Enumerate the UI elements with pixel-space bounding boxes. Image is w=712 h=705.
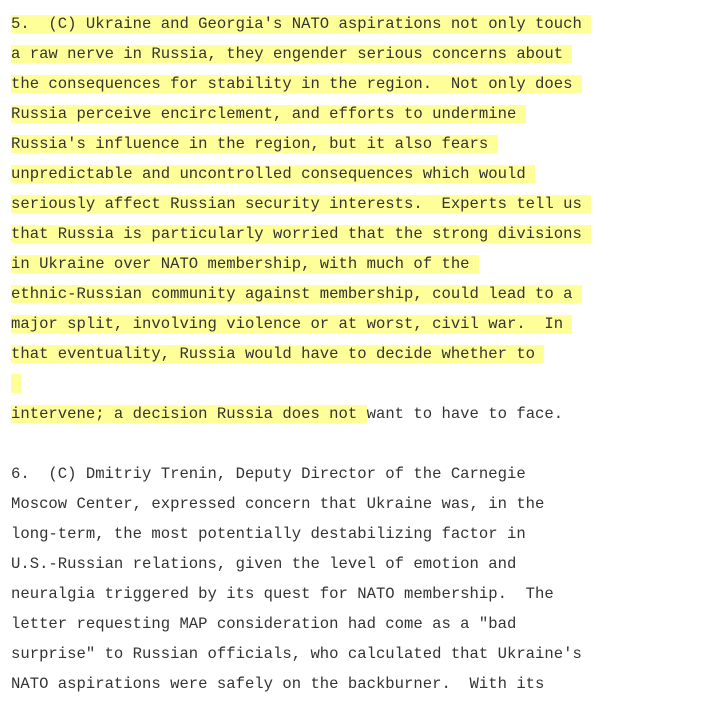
- highlight-mark: [11, 374, 21, 393]
- highlighted-text: the consequences for stability in the region. Not only does: [11, 75, 582, 93]
- text-line: Moscow Center, expressed concern that Ukraine was, in the: [11, 495, 545, 513]
- text-line: 6. (C) Dmitriy Trenin, Deputy Director of the Carnegie: [11, 465, 526, 483]
- text-line: [11, 219, 706, 249]
- text-line: [11, 189, 706, 219]
- paragraph-spacer: [11, 429, 706, 459]
- blank-highlighted-line: [11, 369, 706, 399]
- highlighted-text: unpredictable and uncontrolled consequences which would: [11, 165, 536, 183]
- highlighted-text: a raw nerve in Russia, they engender serious concerns about: [11, 45, 573, 63]
- text-line: NATO aspirations were safely on the backburner. With its: [11, 675, 545, 693]
- text-line: [11, 279, 706, 309]
- text-line: letter requesting MAP consideration had come as a "bad: [11, 615, 517, 633]
- highlighted-text: intervene; a decision Russia does not: [11, 405, 367, 423]
- highlighted-text: 5. (C) Ukraine and Georgia's NATO aspirations not only touch: [11, 15, 592, 33]
- text-line: [11, 159, 706, 189]
- text-line: long-term, the most potentially destabilizing factor in: [11, 525, 526, 543]
- text-line: surprise" to Russian officials, who calculated that Ukraine's: [11, 645, 582, 663]
- text-line: [11, 9, 706, 39]
- paragraph-5: [11, 9, 706, 429]
- document-body: [11, 9, 706, 699]
- highlighted-text: that Russia is particularly worried that the strong divisions: [11, 225, 592, 243]
- text-line: [11, 309, 706, 339]
- text-line: [11, 69, 706, 99]
- text-line: [11, 39, 706, 69]
- text-line: [11, 129, 706, 159]
- paragraph-6: [11, 459, 706, 699]
- text-line: U.S.-Russian relations, given the level of emotion and: [11, 555, 517, 573]
- highlighted-text: in Ukraine over NATO membership, with much of the: [11, 255, 479, 273]
- plain-text: want to have to face.: [366, 405, 564, 423]
- highlighted-text: Russia's influence in the region, but it also fears: [11, 135, 498, 153]
- highlighted-text: Russia perceive encirclement, and efforts to undermine: [11, 105, 526, 123]
- text-line: [11, 399, 706, 429]
- highlighted-text: ethnic-Russian community against membership, could lead to a: [11, 285, 582, 303]
- text-line: [11, 339, 706, 369]
- highlighted-text: major split, involving violence or at worst, civil war. In: [11, 315, 573, 333]
- text-line: [11, 99, 706, 129]
- highlighted-text: seriously affect Russian security interests. Experts tell us: [11, 195, 592, 213]
- text-line: [11, 249, 706, 279]
- text-line: neuralgia triggered by its quest for NATO membership. The: [11, 585, 554, 603]
- highlighted-text: that eventuality, Russia would have to decide whether to: [11, 345, 545, 363]
